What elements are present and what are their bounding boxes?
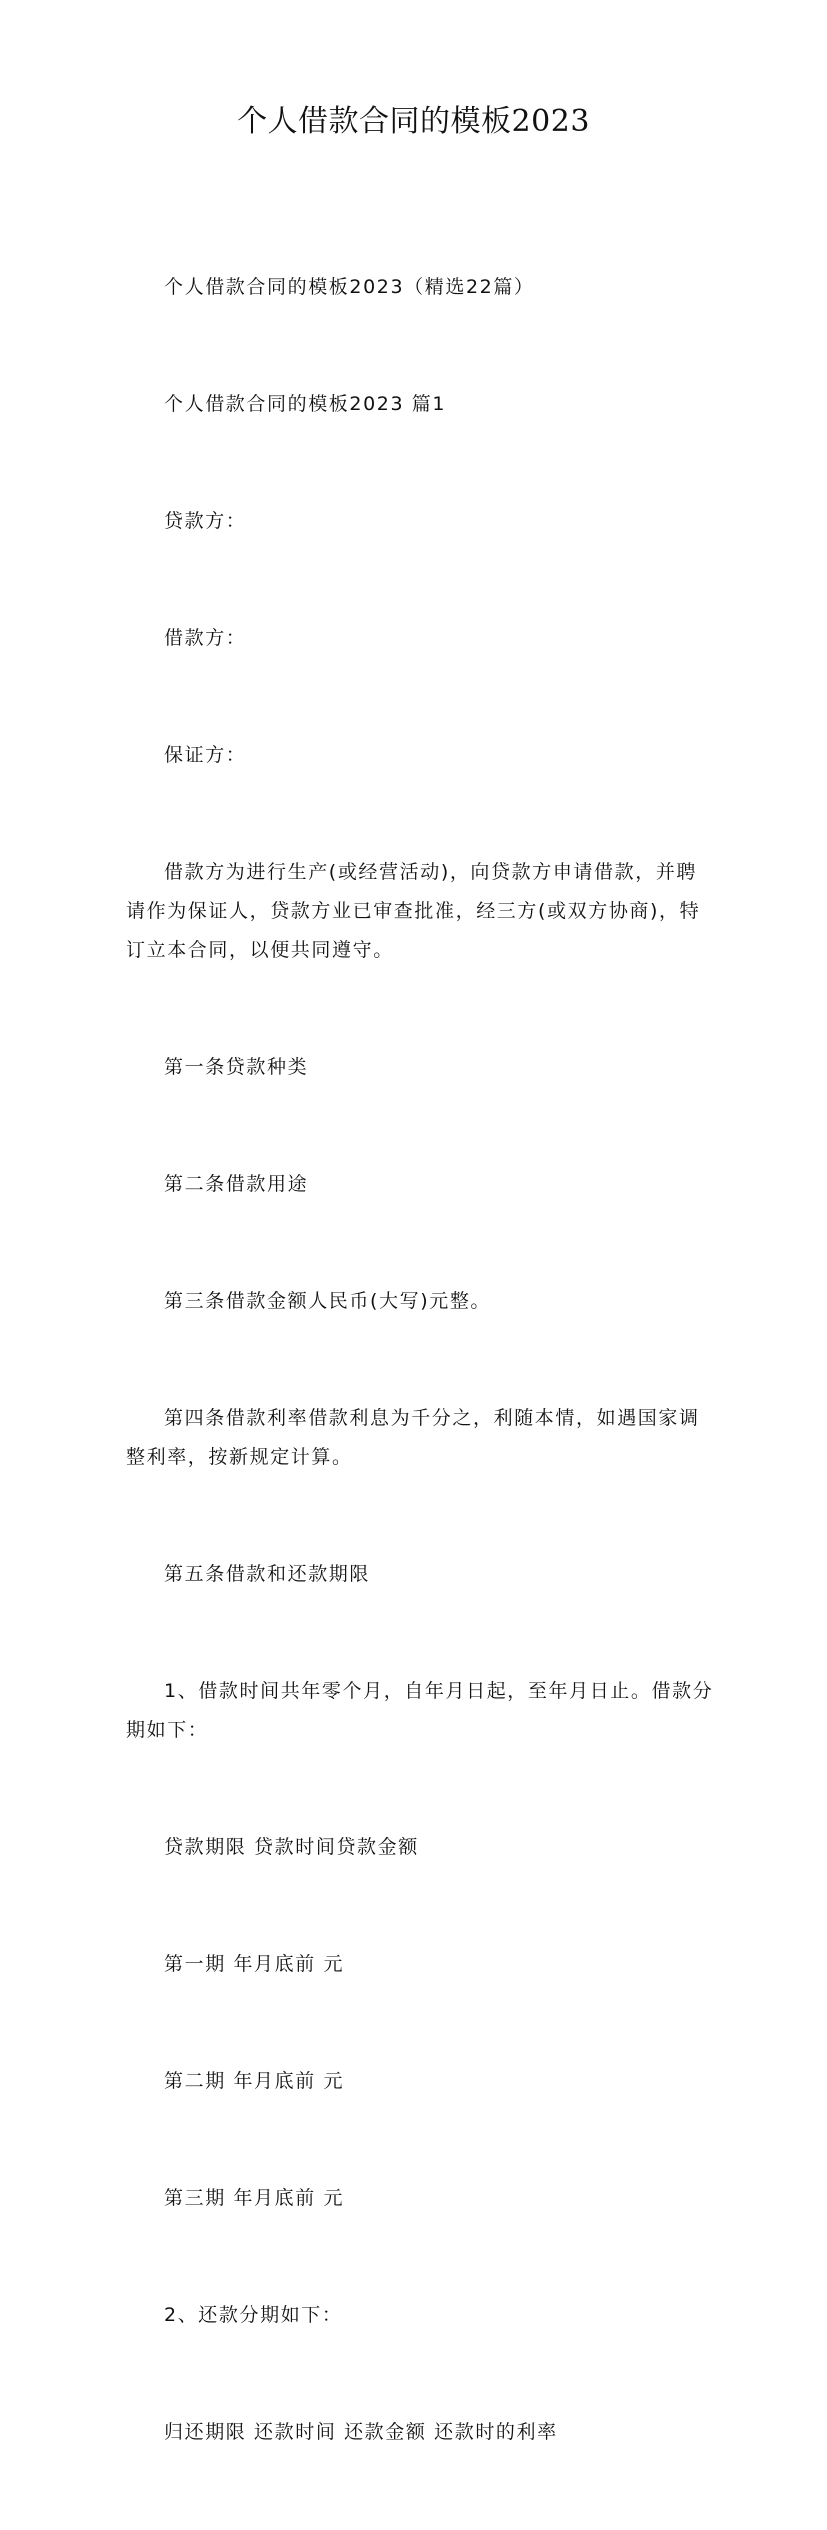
paragraph-article-2: 第二条借款用途	[164, 1173, 309, 1195]
paragraph-preamble: 借款方为进行生产(或经营活动)，向贷款方申请借款，并聘请作为保证人，贷款方业已审查批准，经三方(或双方协商)，特订立本合同，以便共同遵守。	[126, 861, 701, 961]
paragraph-repayment-heading: 2、还款分期如下：	[164, 2304, 343, 2326]
paragraph-subtitle: 个人借款合同的模板2023（精选22篇）	[164, 276, 535, 298]
paragraph-schedule-row-2: 第二期 年月底前 元	[164, 2070, 345, 2092]
paragraph-loan-period: 1、借款时间共年零个月，自年月日起，至年月日止。借款分期如下：	[126, 1680, 714, 1741]
paragraph-article-4: 第四条借款利率借款利息为千分之，利随本情，如遇国家调整利率，按新规定计算。	[126, 1407, 700, 1468]
paragraph-section-heading: 个人借款合同的模板2023 篇1	[164, 393, 447, 415]
paragraph-schedule-row-1: 第一期 年月底前 元	[164, 1953, 345, 1975]
paragraph-article-1: 第一条贷款种类	[164, 1056, 309, 1078]
paragraph-guarantor: 保证方：	[164, 744, 247, 766]
document-title: 个人借款合同的模板2023	[237, 104, 590, 139]
paragraph-schedule-header: 贷款期限 贷款时间贷款金额	[164, 1836, 419, 1858]
document-body	[126, 190, 716, 2530]
paragraph-lender: 贷款方：	[164, 510, 247, 532]
paragraph-article-3: 第三条借款金额人民币(大写)元整。	[164, 1290, 492, 1312]
paragraph-schedule-row-3: 第三期 年月底前 元	[164, 2187, 345, 2209]
paragraph-repayment-header: 归还期限 还款时间 还款金额 还款时的利率	[164, 2421, 558, 2443]
paragraph-borrower: 借款方：	[164, 627, 247, 649]
paragraph-article-5: 第五条借款和还款期限	[164, 1563, 371, 1585]
